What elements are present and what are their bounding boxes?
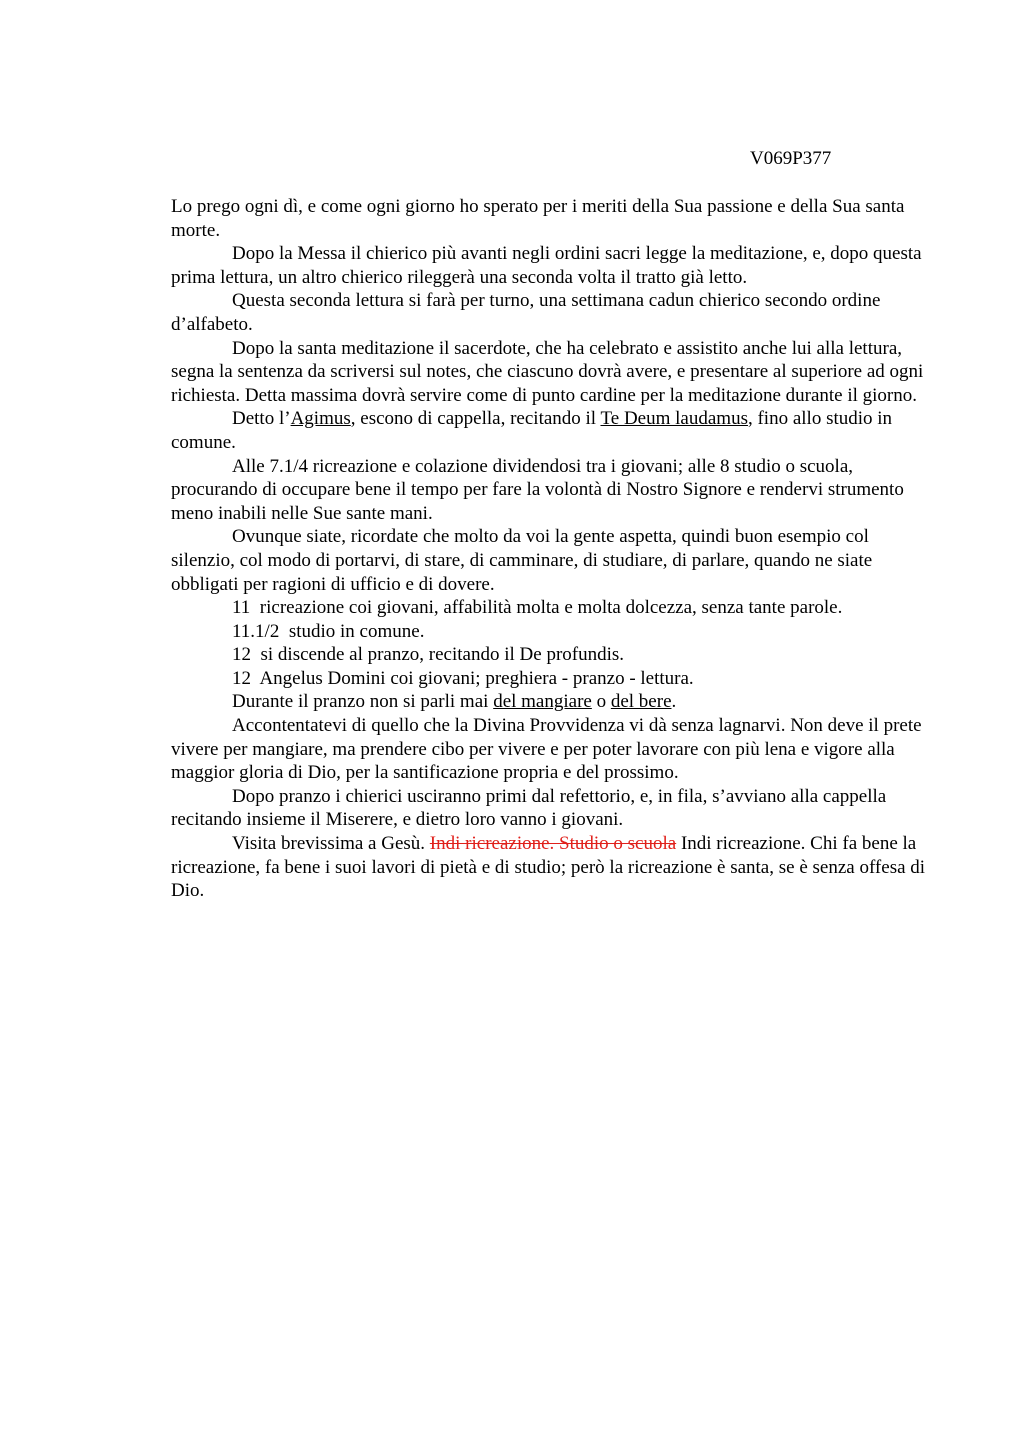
text-segment: Durante il pranzo non si parli mai (232, 691, 494, 713)
text-segment: Detto l’ (232, 408, 291, 430)
text-segment: o (591, 691, 611, 713)
paragraph: Alle 7.1/4 ricreazione e colazione dividendosi tra i giovani; alle 8 studio o scuola, procurando di occupare bene il tempo per fare la volontà di Nostro Signore e rendervi strumento meno inabili nelle Sue sante mani. (171, 455, 904, 524)
paragraph: Lo prego ogni dì, e come ogni giorno ho sperato per i meriti della Sua passione e della Sua santa morte. (171, 196, 905, 241)
text-segment: Visita brevissima a Gesù. (232, 833, 430, 855)
paragraph: Accontentatevi di quello che la Divina Provvidenza vi dà senza lagnarvi. Non deve il prete vivere per mangiare, ma prendere cibo per vivere e per poter lavorare con più lena e vigore alla maggior gloria di Dio, per la santificazione propria e del prossimo. (171, 715, 922, 784)
schedule-line: 12 Angelus Domini coi giovani; preghiera - pranzo - lettura. (232, 667, 694, 689)
paragraph: Dopo la Messa il chierico più avanti negli ordini sacri legge la meditazione, e, dopo questa prima lettura, un altro chierico rileggerà una seconda volta il tratto già letto. (171, 243, 922, 288)
text-segment: Indi ricreazione. Chi fa bene la ricreazione, fa bene i suoi lavori di pietà e di studio; però la ricreazione è santa, se è senza offesa di Dio. (171, 833, 926, 902)
paragraph: Dopo la santa meditazione il sacerdote, che ha celebrato e assistito anche lui alla lettura, segna la sentenza da scriversi sul notes, che ciascuno dovrà avere, e presentare al superiore ad ogni richiesta. Detta massima dovrà servire come di punto cardine per la meditazione durante il giorno. (171, 337, 924, 406)
paragraph (171, 690, 929, 714)
text-segment: , escono di cappella, recitando il (350, 408, 601, 430)
paragraph: Ovunque siate, ricordate che molto da voi la gente aspetta, quindi buon esempio col silenzio, col modo di portarvi, di stare, di camminare, di studiare, di parlare, quando ne siate obbligati per ragioni di ufficio e di dovere. (171, 526, 873, 595)
document-body (171, 195, 929, 903)
underlined-mangiare: del mangiare (493, 691, 592, 713)
paragraph: Dopo pranzo i chierici usciranno primi dal refettorio, e, in fila, s’avviano alla cappella recitando insieme il Miserere, e dietro loro vanno i giovani. (171, 785, 887, 831)
document-id: V069P377 (750, 148, 832, 169)
schedule-line: 11 ricreazione coi giovani, affabilità molta e molta dolcezza, senza tante parole. (232, 597, 843, 619)
text-segment: , fino allo studio in comune. (171, 408, 893, 453)
schedule-line: 12 si discende al pranzo, recitando il De profundis. (232, 644, 625, 666)
deleted-text: Indi ricreazione. Studio o scuola (429, 833, 677, 855)
underlined-agimus: Agimus (290, 408, 351, 430)
text-segment: . (671, 691, 677, 713)
paragraph (171, 407, 929, 454)
schedule-line: 11.1/2 studio in comune. (232, 620, 425, 642)
underlined-te-deum: Te Deum laudamus (600, 408, 748, 430)
paragraph (171, 832, 929, 903)
underlined-bere: del bere (610, 691, 672, 713)
paragraph: Questa seconda lettura si farà per turno, una settimana cadun chierico secondo ordine d’alfabeto. (171, 290, 881, 335)
